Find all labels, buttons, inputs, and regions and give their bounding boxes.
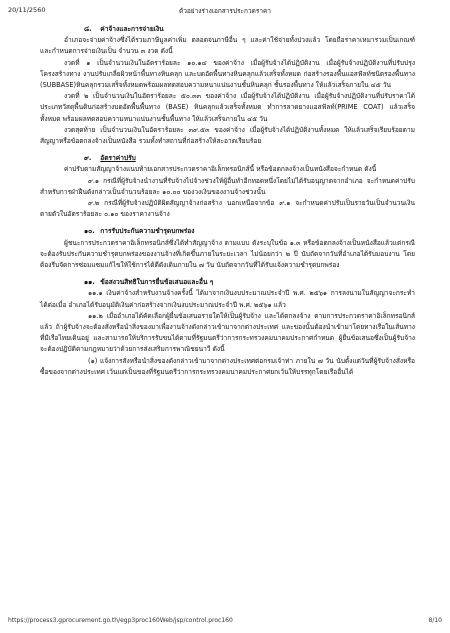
print-footer — [8, 617, 442, 627]
document-title: ตัวอย่างร่างเอกสารประกวดราคา — [179, 7, 271, 15]
clause-number: ๙.๒ — [88, 199, 100, 208]
clause-text: เงินค่าจ้างสำหรับงานจ้างครั้งนี้ ได้มาจากเงินงบประมาณประจำปี พ.ศ. ๒๕๖๑ การลงนามในสัญญาจะกระทำได้ต่อเมื่อ อำเภอได้รับอนุมัติเงินค่าก่อสร้างจากเงินงบประมาณประจำปี พ.ศ. ๒๕๖๑ แล้ว — [40, 289, 415, 309]
page-number: 8/10 — [428, 617, 442, 624]
installment-final: งวดสุดท้าย เป็นจำนวนเงินในอัตราร้อยละ ๓๙.๕๓ ของค่าจ้าง เมื่อผู้รับจ้างได้ปฏิบัติงานทั้งหมด ให้แล้วเสร็จเรียบร้อยตามสัญญาหรือข้อตกลงจ้างเป็นหนังสือ รวมทั้งทำสถานที่ก่อสร้างให้สะอาดเรียบร้อย — [40, 125, 415, 146]
clause-11-2 — [40, 311, 415, 356]
print-header — [8, 6, 442, 18]
section-number: ๙. — [84, 154, 92, 163]
clause-number: ๑๑.๒ — [88, 311, 103, 320]
document-page — [40, 22, 415, 607]
clause-text: กรณีที่ผู้รับจ้างปฏิบัติผิดสัญญาจ้างก่อสร้าง นอกเหนือจากข้อ ๙.๑ จะกำหนดค่าปรับเป็นรายวันเป็นจำนวนเงินตายตัวในอัตราร้อยละ ๐.๑๐ ของราคางานจ้าง — [40, 199, 415, 219]
clause-number: (๑) — [88, 356, 98, 365]
page-url: https://process3.gprocurement.go.th/egp3proc160Web/jsp/control.proc160 — [8, 617, 233, 624]
section-number: ๑๑. — [84, 278, 95, 287]
print-date: 20/11/2560 — [8, 6, 46, 14]
section-number: ๑๐. — [84, 227, 95, 236]
section-title: ค่าจ้างและการจ่ายเงิน — [100, 25, 164, 33]
installment-2: งวดที่ ๒ เป็นจำนวนเงินในอัตราร้อยละ ๕๐.๓๓ ของค่าจ้าง เมื่อผู้รับจ้างได้ปฏิบัติงาน เมื่อผู้รับจ้างปฏิบัติงานที่ปรับราคาได้ประเภทวัสดุพื้นดินก่อสร้างบดอัดพื้นพื้นทาง (BASE) หินคลุกแล้วเสร็จทั้งหมด ทำการลาดยางแอสฟัลท์(PRIME COAT) แล้วเสร็จทั้งหมด พร้อมผลทดสอบความหนาแน่นงานชั้นพื้นทาง ให้แล้วเสร็จภายใน ๔๕ วัน — [40, 92, 415, 123]
clause-9-1 — [40, 176, 415, 198]
clause-text: เมื่ออำเภอได้คัดเลือกผู้ยื่นข้อเสนอรายใดให้เป็นผู้รับจ้าง และได้ตกลงจ้าง ตามการประกวดราคาอิเล็กทรอนิกส์แล้ว ถ้าผู้รับจ้างจะต้องสั่งหรือนำสิ่งของมาเพื่องานจ้างดังกล่าวเข้ามาจากต่างประเทศ และของนั้นต้องนำเข้ามาโดยทางเรือในเส้นทางที่มีเรือไทยเดินอยู่ และสามารถให้บริการรับขนได้ตามที่รัฐมนตรีว่าการกระทรวงคมนาคมประกาศกำหนด ผู้ยื่นข้อเสนอซึ่งเป็นผู้รับจ้างจะต้องปฏิบัติตามกฎหมายว่าด้วยการส่งเสริมการพาณิชยนาวี ดังนี้ — [40, 311, 415, 354]
clause-text: กรณีที่ผู้รับจ้างนำงานที่รับจ้างไปจ้างช่วงให้ผู้อื่นทำอีกทอดหนึ่งโดยไม่ได้รับอนุญาตจากอำเภอ จะกำหนดค่าปรับสำหรับการฝ่าฝืนดังกล่าวเป็นจำนวนร้อยละ ๑๐.๐๐ ของวงเงินของงานจ้างช่วงนั้น — [40, 176, 415, 196]
section-8-heading — [40, 24, 415, 35]
clause-text: แจ้งการสั่งหรือนำสิ่งของดังกล่าวเข้ามาจากต่างประเทศต่อกรมเจ้าท่า ภายใน ๗ วัน นับตั้งแต่วันที่ผู้รับจ้างสั่งหรือซื้อของจากต่างประเทศ เว้นแต่เป็นของที่รัฐมนตรีว่าการกระทรวงคมนาคมประกาศยกเว้นให้บรรทุกโดยเรืออื่นได้ — [40, 356, 415, 376]
section-11-heading — [40, 277, 415, 288]
section-10-heading — [40, 226, 415, 237]
clause-number: ๙.๑ — [88, 176, 100, 185]
clause-11-1 — [40, 288, 415, 310]
section-10-body: ผู้ชนะการประกวดราคาอิเล็กทรอนิกส์ซึ่งได้ทำสัญญาจ้าง ตามแบบ ดังระบุในข้อ ๑.๓ หรือข้อตกลงจ้างเป็นหนังสือแล้วแต่กรณี จะต้องรับประกันความชำรุดบกพร่องของงานจ้างที่เกิดขึ้นภายในระยะเวลา ไม่น้อยกว่า ๒ ปี นับถัดจากวันที่อำเภอได้รับมอบงาน โดยต้องรีบจัดการซ่อมแซมแก้ไขให้ใช้การได้ดีดังเดิมภายใน ๗ วัน นับถัดจากวันที่ได้รับแจ้งความชำรุดบกพร่อง — [40, 238, 415, 270]
clause-number: ๑๑.๑ — [88, 289, 103, 298]
clause-9-2 — [40, 198, 415, 220]
section-9-intro: ค่าปรับตามสัญญาจ้างแนบท้ายเอกสารประกวดราคาอิเล็กทรอนิกส์นี้ หรือข้อตกลงจ้างเป็นหนังสือจะกำหนด ดังนี้ — [64, 165, 377, 174]
section-title: ข้อสงวนสิทธิในการยื่นข้อเสนอและอื่น ๆ — [100, 278, 214, 287]
section-title: อัตราค่าปรับ — [100, 154, 136, 163]
section-number: ๘. — [84, 25, 92, 33]
installment-1: งวดที่ ๑ เป็นจำนวนเงินในอัตราร้อยละ ๑๐.๑๔ ของค่าจ้าง เมื่อผู้รับจ้างได้ปฏิบัติงาน เมื่อผู้รับจ้างปฏิบัติงานที่ปรับปรุงโครงสร้างทาง งานปรับเกลี่ยผิวหน้าพื้นทางหินคลุก และบดอัดพื้นทางหินคลุกแล้วเสร็จทั้งหมด ก่อสร้างรองพื้นแอสฟัลท์ชนิดรองพื้นทาง (SUBBASE)หินคลุกรวมเสร็จทั้งหมดพร้อมผลทดสอบความหนาแน่นงานชั้นหินคลุก ชั้นรองพื้นทาง ให้แล้วเสร็จภายใน ๔๕ วัน — [40, 58, 415, 90]
section-title: การรับประกันความชำรุดบกพร่อง — [100, 227, 195, 236]
clause-11-2-1 — [40, 356, 415, 378]
section-9-heading — [40, 153, 415, 164]
section-8-intro: อำเภอจะจ่ายค่าจ้างซึ่งได้รวมภาษีมูลค่าเพิ่ม ตลอดจนภาษีอื่น ๆ และค่าใช้จ่ายทั้งปวงแล้ว โดยถือราคาเหมารวมเป็นเกณฑ์ และกำหนดการจ่ายเงินเป็น จำนวน ๓ งวด ดังนี้ — [40, 36, 415, 56]
